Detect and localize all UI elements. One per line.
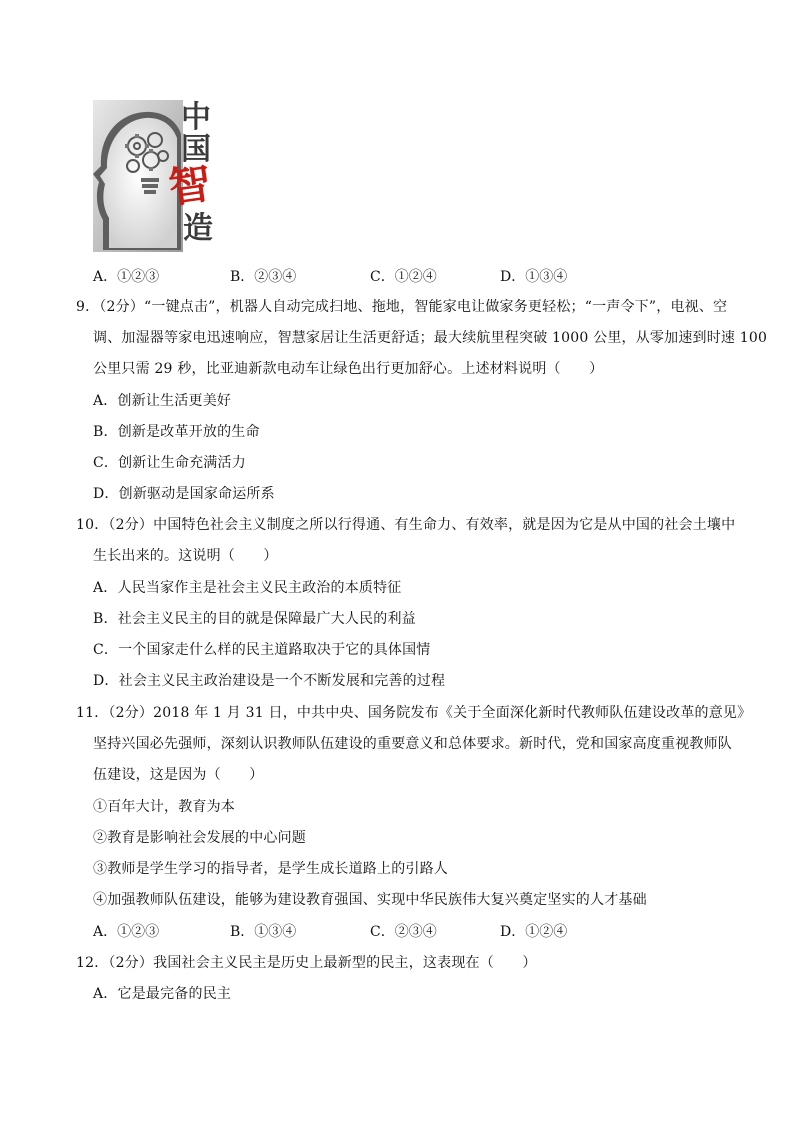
figure-char-3: 智	[165, 158, 215, 213]
q10-stem-line-2: 生长出来的。这说明（ ）	[93, 548, 278, 564]
q11-option-d[interactable]: D．①②④	[500, 924, 568, 940]
q11-item-4: ④加强教师队伍建设，能够为建设教育强国、实现中华民族伟大复兴奠定坚实的人才基础	[93, 892, 647, 908]
q10-option-a[interactable]: A．人民当家作主是社会主义民主政治的本质特征	[93, 580, 402, 596]
q10-option-c[interactable]: C．一个国家走什么样的民主道路取决于它的具体国情	[93, 642, 431, 658]
q11-stem-line-1: 11．（2分）2018 年 1 月 31 日，中共中央、国务院发布《关于全面深化新时代教师队伍建设改革的意见》	[76, 705, 752, 721]
q11-item-2: ②教育是影响社会发展的中心问题	[93, 830, 306, 846]
q11-option-b[interactable]: B．①③④	[230, 924, 297, 940]
figure-char-2: 国	[181, 132, 211, 167]
q9-option-b[interactable]: B．创新是改革开放的生命	[93, 424, 260, 440]
q8-option-c[interactable]: C．①②④	[370, 269, 437, 285]
q12-option-a[interactable]: A．它是最完备的民主	[93, 986, 232, 1002]
q9-option-c[interactable]: C．创新让生命充满活力	[93, 455, 246, 471]
q12-stem-line-1: 12．（2分）我国社会主义民主是历史上最新型的民主，这表现在（ ）	[76, 955, 537, 971]
q9-stem-line-1: 9．（2分）“一键点击”，机器人自动完成扫地、拖地，智能家电让做家务更轻松；“一声令下”，电视、空	[76, 299, 728, 315]
q10-option-b[interactable]: B．社会主义民主的目的就是保障最广大人民的利益	[93, 611, 416, 627]
q10-option-d[interactable]: D．社会主义民主政治建设是一个不断发展和完善的过程	[93, 673, 446, 689]
q11-stem-line-3: 伍建设，这是因为（ ）	[93, 767, 264, 783]
q9-option-d[interactable]: D．创新驱动是国家命运所系	[93, 486, 275, 502]
china-smart-manufacturing-figure	[93, 100, 221, 252]
q8-option-a[interactable]: A．①②③	[93, 269, 160, 285]
q10-stem-line-1: 10．（2分）中国特色社会主义制度之所以行得通、有生命力、有效率，就是因为它是从中国的社会土壤中	[76, 517, 736, 533]
q8-option-b[interactable]: B．②③④	[230, 269, 297, 285]
q11-item-1: ①百年大计，教育为本	[93, 799, 235, 815]
q11-option-a[interactable]: A．①②③	[93, 924, 160, 940]
q11-item-3: ③教师是学生学习的指导者，是学生成长道路上的引路人	[93, 861, 448, 877]
figure-char-4: 造	[183, 211, 213, 246]
q9-stem-line-3: 公里只需 29 秒，比亚迪新款电动车让绿色出行更加舒心。上述材料说明（ ）	[93, 361, 604, 377]
figure-char-1: 中	[181, 100, 211, 135]
q9-stem-line-2: 调、加湿器等家电迅速响应，智慧家居让生活更舒适；最大续航里程突破 1000 公里，从零加速到时速 100	[93, 330, 768, 346]
q11-stem-line-2: 坚持兴国必先强师，深刻认识教师队伍建设的重要意义和总体要求。新时代，党和国家高度重视教师队	[93, 736, 732, 752]
q9-option-a[interactable]: A．创新让生活更美好	[93, 393, 232, 409]
q11-option-c[interactable]: C．②③④	[370, 924, 437, 940]
q8-option-d[interactable]: D．①③④	[500, 269, 568, 285]
